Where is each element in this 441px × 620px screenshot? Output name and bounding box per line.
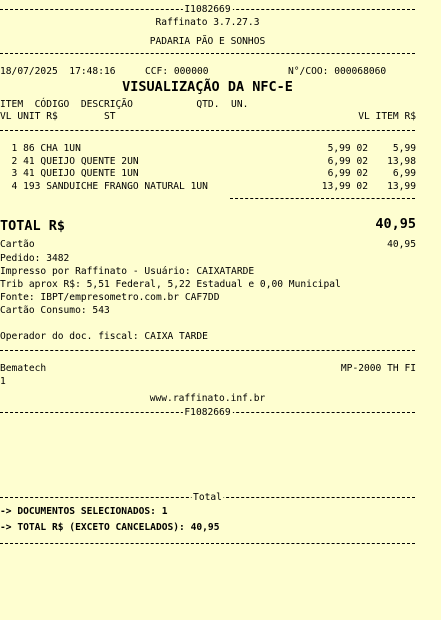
ccf: CCF: 000000 bbox=[145, 66, 209, 77]
separator bbox=[0, 125, 415, 136]
app-version: Raffinato 3.7.27.3 bbox=[155, 17, 260, 28]
item-unit-price: 6,99 02 bbox=[327, 168, 368, 179]
item-total: 5,99 bbox=[392, 143, 416, 154]
printer-brand: Bematech bbox=[0, 363, 47, 374]
column-header-2: VL UNIT R$ ST bbox=[0, 111, 116, 122]
receipt-title: VISUALIZAÇÃO DA NFC-E bbox=[122, 79, 293, 95]
printer-model: MP-2000 TH FI bbox=[340, 363, 416, 374]
item-description: 4 193 SANDUICHE FRANGO NATURAL 1UN bbox=[0, 181, 208, 192]
summary-total: -> TOTAL R$ (EXCETO CANCELADOS): 40,95 bbox=[0, 522, 220, 533]
column-header-total: VL ITEM R$ bbox=[358, 111, 416, 122]
separator bbox=[0, 48, 415, 59]
item-unit-price: 5,99 02 bbox=[327, 143, 368, 154]
column-header-1: ITEM CÓDIGO DESCRIÇÃO QTD. UN. bbox=[0, 99, 249, 110]
separator bbox=[0, 538, 415, 549]
printed-by: Impresso por Raffinato - Usuário: CAIXATARDE bbox=[0, 266, 255, 277]
item-unit-price: 6,99 02 bbox=[327, 156, 368, 167]
datetime: 18/07/2025 17:48:16 bbox=[0, 66, 116, 77]
top-code: I1082669 bbox=[184, 4, 231, 15]
website: www.raffinato.inf.br bbox=[149, 393, 266, 404]
item-description: 3 41 QUEIJO QUENTE 1UN bbox=[0, 168, 139, 179]
payment-method: Cartão bbox=[0, 239, 35, 250]
item-total: 13,98 bbox=[387, 156, 416, 167]
separator bbox=[0, 345, 415, 356]
tax-source: Fonte: IBPT/empresometro.com.br CAF7DD bbox=[0, 292, 220, 303]
total-label: TOTAL R$ bbox=[0, 218, 66, 234]
payment-value: 40,95 bbox=[387, 239, 416, 250]
store-name: PADARIA PÃO E SONHOS bbox=[149, 36, 266, 47]
summary-separator bbox=[0, 492, 415, 503]
order-number: Pedido: 3482 bbox=[0, 253, 70, 264]
bottom-separator bbox=[0, 407, 415, 418]
summary-label: Total bbox=[193, 492, 222, 503]
top-separator bbox=[0, 4, 415, 15]
consumer-card: Cartão Consumo: 543 bbox=[0, 305, 110, 316]
item-description: 2 41 QUEIJO QUENTE 2UN bbox=[0, 156, 139, 167]
fiscal-operator: Operador do doc. fiscal: CAIXA TARDE bbox=[0, 331, 208, 342]
bottom-code: F1082669 bbox=[184, 407, 231, 418]
item-total: 13,99 bbox=[387, 181, 416, 192]
documents-selected: -> DOCUMENTOS SELECIONADOS: 1 bbox=[0, 506, 168, 517]
item-unit-price: 13,99 02 bbox=[321, 181, 368, 192]
coo: N°/COO: 000068060 bbox=[288, 66, 387, 77]
subtotal-separator bbox=[230, 193, 415, 204]
tax-info: Trib aprox R$: 5,51 Federal, 5,22 Estadual e 0,00 Municipal bbox=[0, 279, 341, 290]
item-total: 6,99 bbox=[392, 168, 416, 179]
total-value: 40,95 bbox=[375, 216, 416, 232]
item-description: 1 86 CHA 1UN bbox=[0, 143, 81, 154]
printer-number: 1 bbox=[0, 376, 6, 387]
